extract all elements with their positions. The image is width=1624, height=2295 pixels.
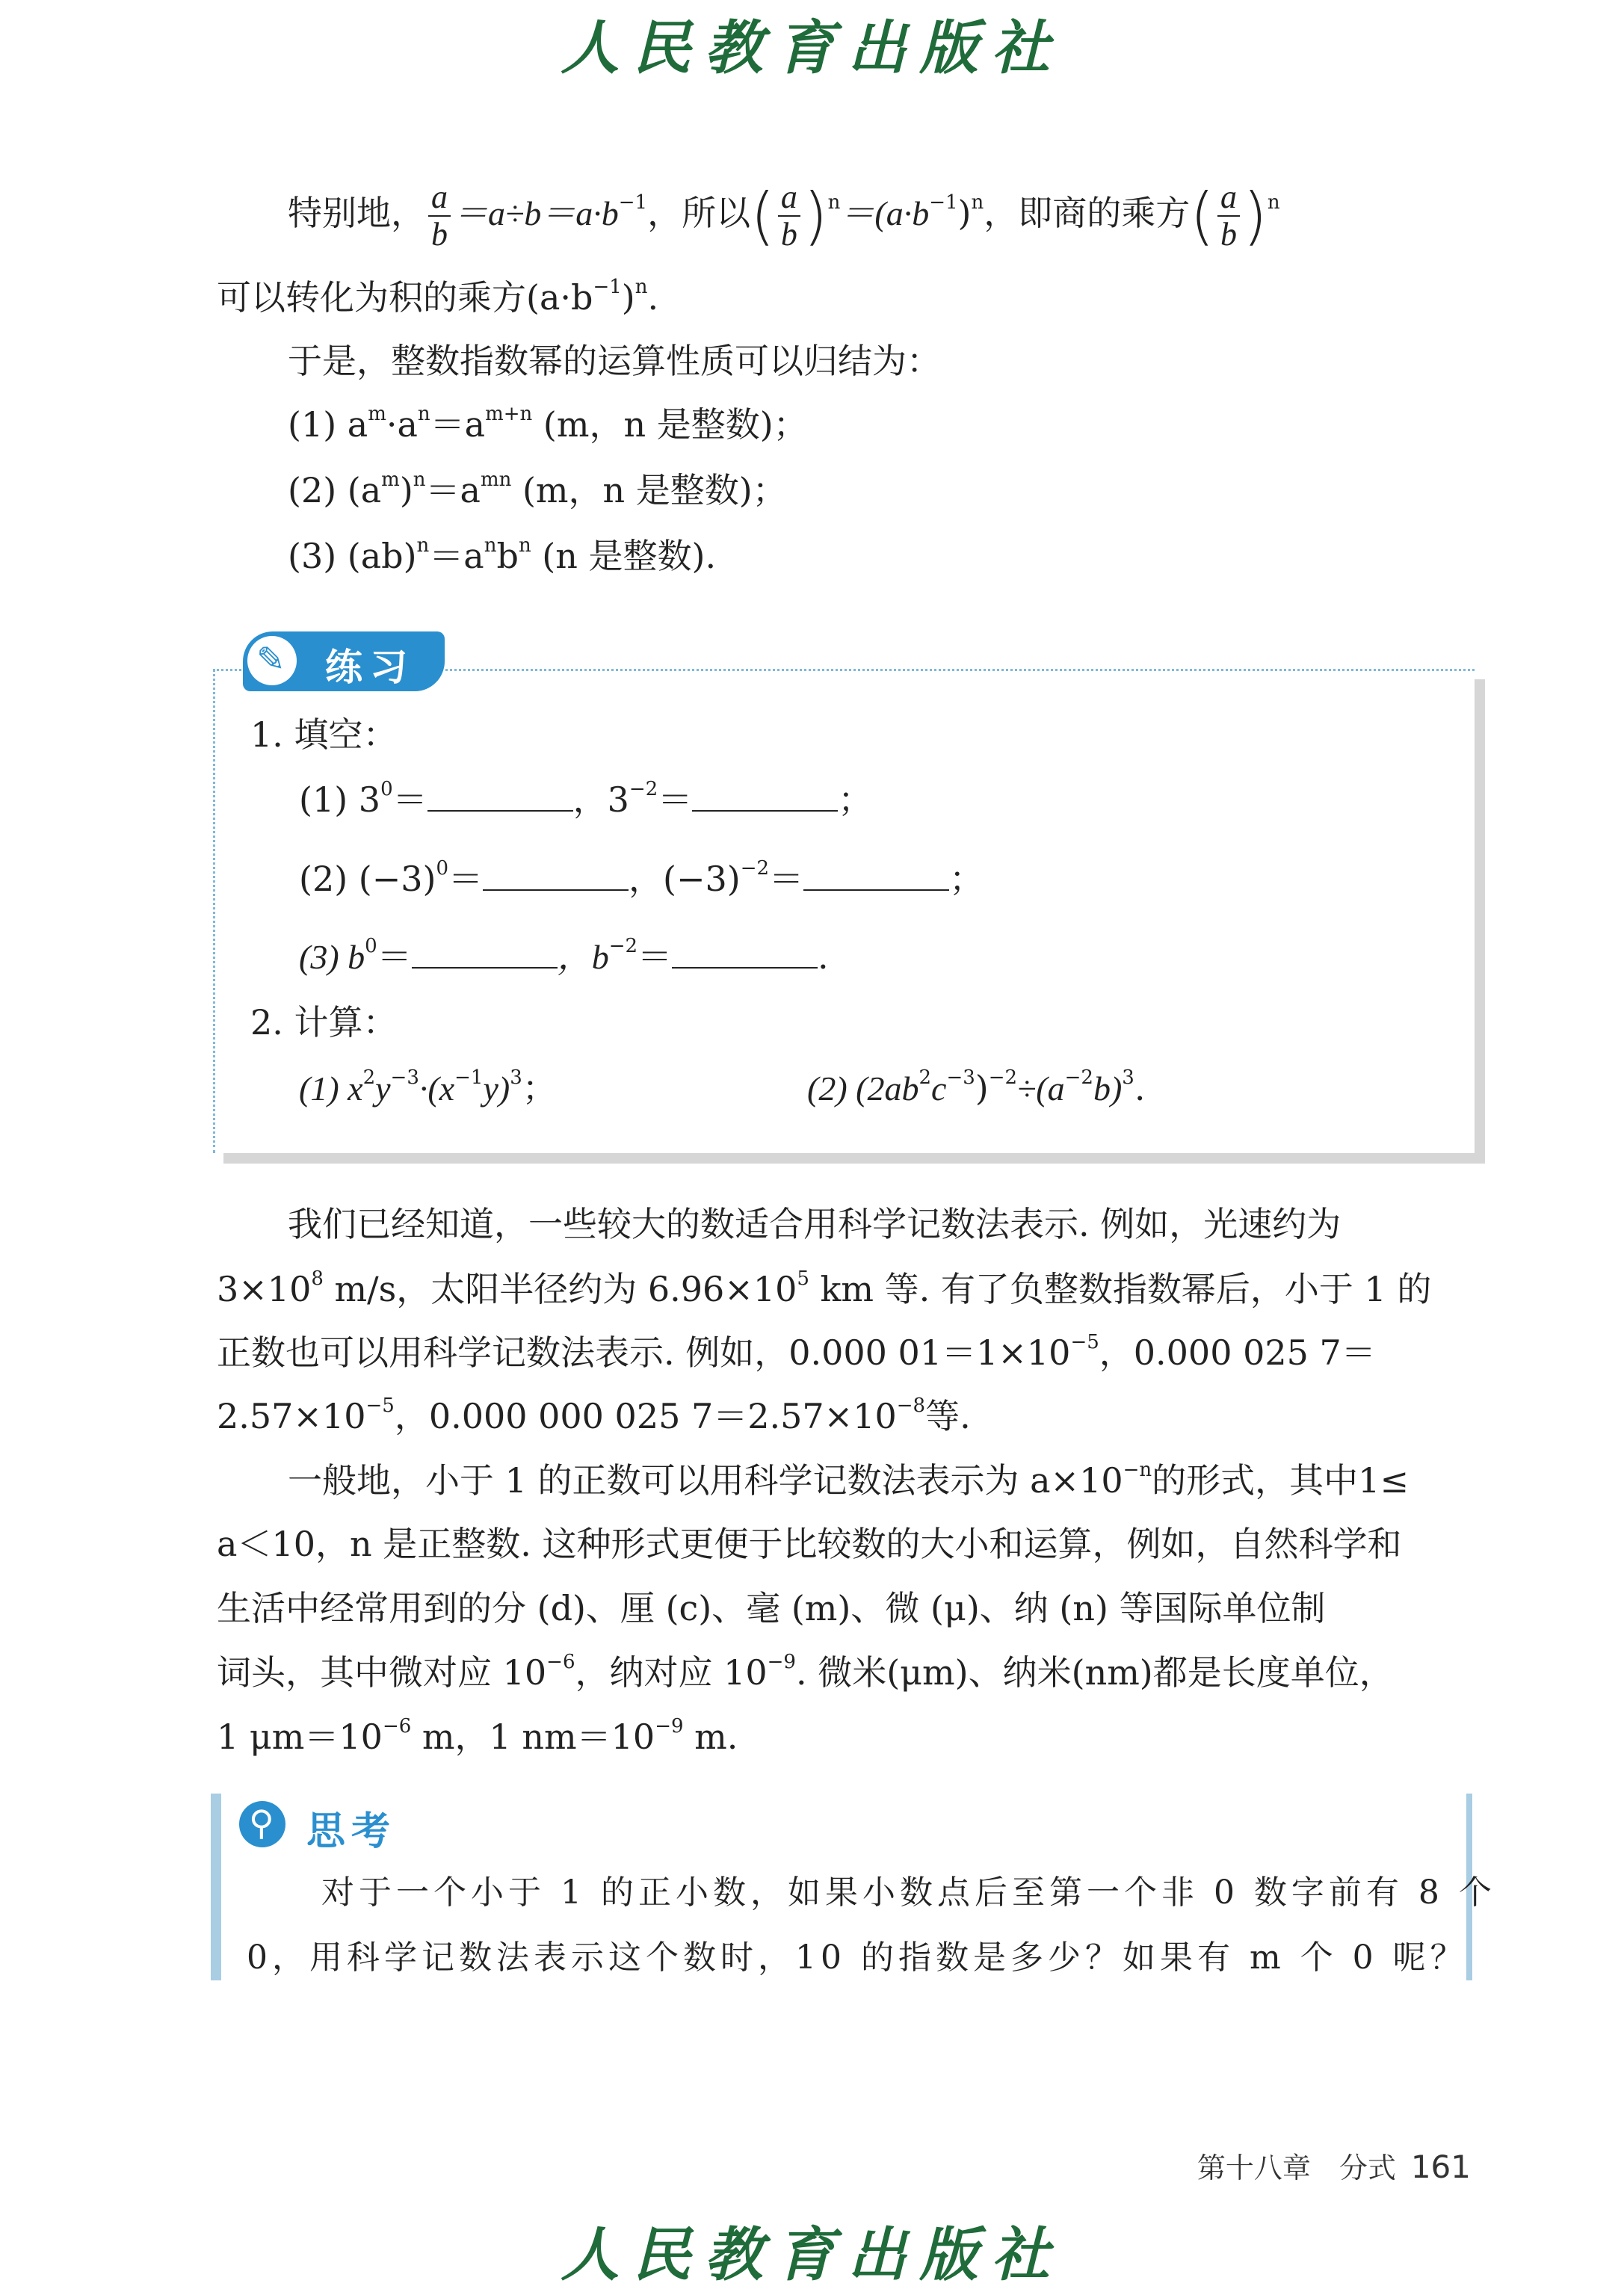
think-title: 思考 bbox=[306, 1809, 397, 1854]
body-p1-l4: $2.57\times 10^{-5}$，0.000 000 025 $7=2.57\times 10^{-8}$等. bbox=[217, 1394, 971, 1436]
body-p2-l1: 一般地，小于 1 的正数可以用科学记数法表示为 $a\times 10^{-n}$的形式，其中1≤ bbox=[288, 1459, 1409, 1501]
intro-line-3: 于是，整数指数幂的运算性质可以归结为： bbox=[288, 341, 941, 381]
answer-blank[interactable] bbox=[692, 780, 838, 812]
practice-q1-1: (1) $3^0=$ ，$3^{-2}=$ ； bbox=[299, 778, 873, 820]
practice-q1-3: (3) $b^0=$ ，$b^{-2}=$ . bbox=[299, 935, 829, 977]
publisher-logo-bottom: 人民教育出版社 bbox=[561, 2221, 1063, 2289]
body-p1-l2: $3\times 10^8$ m/s，太阳半径约为 $6.96\times 10^5$ km 等. 有了负整数指数幂后，小于 1 的 bbox=[217, 1267, 1432, 1309]
practice-q2-2: (2) $(2ab^2c^{-3})^{-2}\div(a^{-2}b)^3$. bbox=[807, 1066, 1146, 1108]
think-line-1: 对于一个小于 1 的正小数，如果小数点后至第一个非 0 数字前有 8 个 bbox=[321, 1874, 1496, 1912]
answer-blank[interactable] bbox=[803, 859, 949, 891]
practice-tab bbox=[243, 631, 445, 691]
page-footer bbox=[1197, 2145, 1471, 2186]
intro-line-2: 可以转化为积的乘方$(a\cdot b^{-1})^n$. bbox=[217, 276, 659, 318]
practice-q1: 1. 填空： bbox=[250, 714, 398, 755]
practice-q2-1: (1) $x^2y^{-3}\cdot(x^{-1}y)^3$； bbox=[299, 1066, 557, 1108]
body-p2-l3: 生活中经常用到的分 (d)、厘 (c)、毫 (m)、微 (μ)、纳 (n) 等国际单位制 bbox=[217, 1588, 1326, 1628]
body-p2-l5: 1 $\mu m=10^{-6}$ m，1 $nm=10^{-9}$ m. bbox=[217, 1715, 738, 1757]
body-p1-l1: 我们已经知道，一些较大的数适合用科学记数法表示. 例如，光速约为 bbox=[288, 1204, 1342, 1244]
practice-q2: 2. 计算： bbox=[250, 1002, 398, 1043]
chapter-label: 第十八章 分式 bbox=[1197, 2152, 1396, 2184]
body-p2-l4: 词头，其中微对应 $10^{-6}$，纳对应 $10^{-9}$. 微米(μm)、纳米(nm)都是长度单位， bbox=[217, 1651, 1394, 1693]
answer-blank[interactable] bbox=[672, 937, 818, 969]
intro-line-1: 特别地， $\frac{a}{b}$ $=a\div b=a\cdot b^{-1}$，所以( $\frac{a}{b}$ )$^n=(a\cdot b^{-1})^n$，即商的乘方( $\frac{a}{b}$ )$^n$ bbox=[288, 179, 1280, 253]
page-number: 161 bbox=[1410, 2149, 1471, 2185]
lightbulb-icon bbox=[239, 1801, 285, 1847]
body-p2-l2: a＜10，n 是正整数. 这种形式更便于比较数的大小和运算，例如，自然科学和 bbox=[217, 1524, 1402, 1564]
publisher-logo: 人民教育出版社 bbox=[561, 14, 1063, 82]
practice-label: 练习 bbox=[325, 646, 415, 689]
think-line-2: 0，用科学记数法表示这个数时，10 的指数是多少？如果有 m 个 0 呢？ bbox=[247, 1939, 1468, 1977]
rule-2: (2) $(a^m)^n=a^{mn}$ (m，n 是整数)； bbox=[288, 469, 787, 510]
answer-blank[interactable] bbox=[427, 780, 573, 812]
answer-blank[interactable] bbox=[412, 937, 558, 969]
answer-blank[interactable] bbox=[483, 859, 629, 891]
think-bar-left bbox=[211, 1794, 221, 1980]
pencil-icon bbox=[247, 636, 297, 685]
practice-q1-2: (2) $(-3)^0=$ ，$(-3)^{-2}=$ ； bbox=[299, 857, 984, 899]
rule-1: (1) $a^m\cdot a^n=a^{m+n}$ (m，n 是整数)； bbox=[288, 403, 808, 445]
rule-3: (3) $(ab)^n=a^nb^n$ (n 是整数). bbox=[288, 534, 717, 576]
body-p1-l3: 正数也可以用科学记数法表示. 例如，0.000 $01=1\times 10^{-5}$，0.000 025 7＝ bbox=[217, 1331, 1376, 1373]
